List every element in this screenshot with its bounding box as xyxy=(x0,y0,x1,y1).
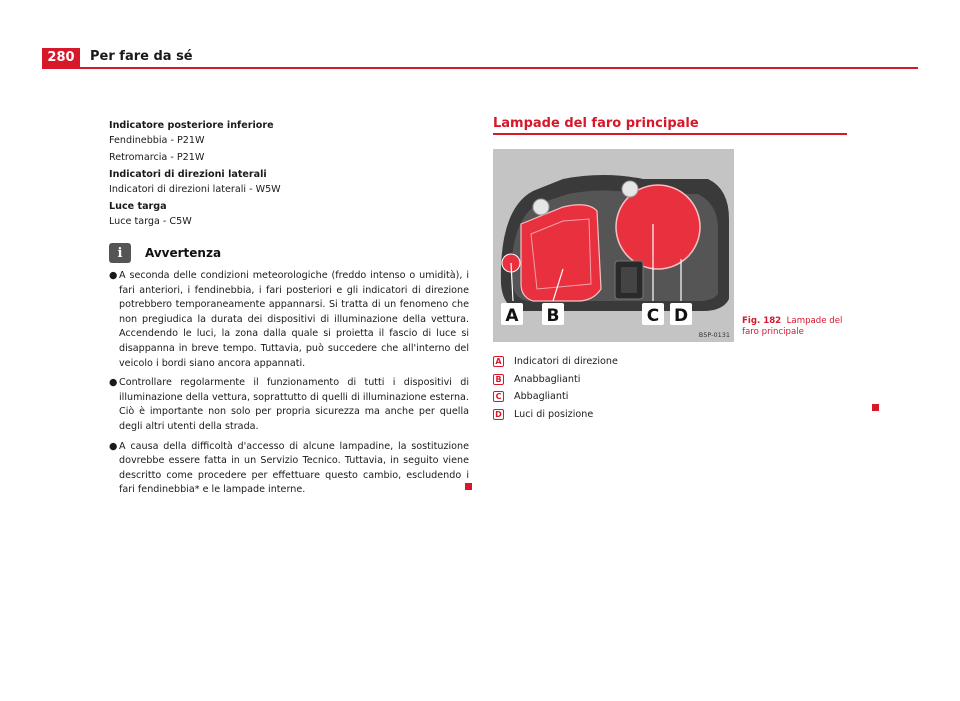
svg-text:A: A xyxy=(505,306,519,326)
legend-key: A xyxy=(493,356,504,367)
section-rule xyxy=(493,133,847,135)
spec-fog: Fendinebbia - P21W xyxy=(109,135,205,146)
caption-text: Lampade del faro principale xyxy=(742,316,843,337)
headlight-figure xyxy=(493,149,734,342)
figure-code: B5P-0131 xyxy=(698,331,730,339)
info-book-icon: i xyxy=(109,243,131,263)
legend-key: D xyxy=(493,409,504,420)
heading-plate: Luce targa xyxy=(109,201,167,212)
warning-title: Avvertenza xyxy=(145,245,222,260)
list-item xyxy=(493,406,618,424)
legend-text: Indicatori di direzione xyxy=(514,356,618,367)
list-item xyxy=(493,388,618,406)
legend xyxy=(493,353,618,423)
section-title: Lampade del faro principale xyxy=(493,116,699,131)
spec-reverse: Retromarcia - P21W xyxy=(109,152,205,163)
left-column xyxy=(109,116,469,503)
list-item xyxy=(109,269,469,371)
warning-list xyxy=(109,269,469,498)
section-end-mark xyxy=(465,483,472,490)
page-number: 280 xyxy=(42,48,80,68)
legend-text: Luci di posizione xyxy=(514,408,594,420)
warning-text: A causa della difficoltà d'accesso di alcune lampadine, la sostituzione dovrebbe essere fatta in un Servizio Tecnico. Tuttavia, in seguito viene descritto come procedere per effettuare questo cambio, escludendo i fari fendinebbia* e le lampade interne. xyxy=(119,440,469,496)
legend-text: Abbaglianti xyxy=(514,391,569,402)
legend-key: C xyxy=(493,391,504,402)
callout-d xyxy=(670,303,692,326)
legend-key: B xyxy=(493,374,504,385)
legend-text: Anabbaglianti xyxy=(514,373,581,385)
header-rule xyxy=(42,67,918,69)
bullet-icon: ● xyxy=(109,440,118,452)
figure-caption xyxy=(742,316,852,338)
callout-b xyxy=(542,303,564,326)
spec-plate: Luce targa - C5W xyxy=(109,216,192,227)
callout-a xyxy=(501,303,523,326)
warning-text: Controllare regolarmente il funzionamento di tutti i dispositivi di illuminazione della vettura, soprattutto di quelli di illuminazione esterna. Ciò è importante non solo per propria sicurezza ma anche per quella degli altri utenti della strada. xyxy=(119,377,469,432)
running-head: Per fare da sé xyxy=(90,49,193,64)
callout-c xyxy=(642,303,664,326)
bullet-icon: ● xyxy=(109,270,118,281)
list-item xyxy=(109,376,469,434)
caption-label: Fig. 182 xyxy=(742,316,782,326)
page-header xyxy=(42,48,918,68)
bullet-icon: ● xyxy=(109,377,118,389)
list-item xyxy=(493,353,618,371)
spec-side-indicators: Indicatori di direzioni laterali - W5W xyxy=(109,184,281,195)
section-end-mark xyxy=(872,404,879,411)
list-item xyxy=(109,440,469,498)
heading-side-indicators: Indicatori di direzioni laterali xyxy=(109,169,267,180)
heading-rear-lower: Indicatore posteriore inferiore xyxy=(109,120,274,131)
warning-header xyxy=(109,243,469,263)
svg-text:B: B xyxy=(546,306,560,326)
headlight-illustration xyxy=(493,149,734,342)
warning-text: A seconda delle condizioni meteorologiche (freddo intenso o umidità), i fari anteriori, i fendinebbia, i fari posteriori e gli indicatori di direzione potrebbero temporaneamente appannarsi. Si tratta di un fenomeno che non pregiudica la durata dei dispositivi di illuminazione della vettura. Accendendo le luci, la zona dalla quale si proietta il fascio di luce si disappanna in breve tempo. Tuttavia, può succedere che all'interno del veicolo i bordi siano ancora appannati. xyxy=(119,270,469,369)
svg-text:D: D xyxy=(673,306,689,326)
list-item xyxy=(493,371,618,389)
svg-text:C: C xyxy=(646,306,660,326)
